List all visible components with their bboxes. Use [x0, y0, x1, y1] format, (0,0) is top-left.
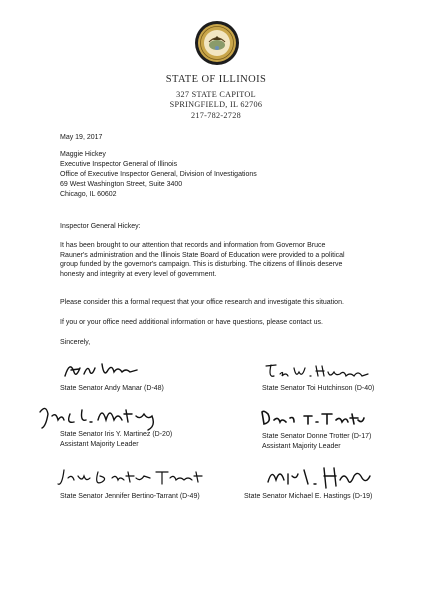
signer-hutchinson-name: State Senator Toi Hutchinson (D-40)	[262, 385, 375, 392]
letterhead-phone: 217-782-2728	[191, 111, 241, 120]
salutation: Inspector General Hickey:	[60, 223, 141, 230]
letterhead-city: SPRINGFIELD, IL 62706	[169, 100, 263, 109]
signer-martinez-role: Assistant Majority Leader	[60, 441, 139, 448]
paragraph-line: honesty and integrity at every level of government.	[60, 270, 217, 278]
signer-trotter-name: State Senator Donne Trotter (D-17)	[262, 433, 372, 440]
body-paragraph-1	[60, 241, 380, 279]
recipient-street: 69 West Washington Street, Suite 3400	[60, 181, 183, 188]
paragraph-line: Rauner's administration and the Illinois State Board of Education were provided to a political	[60, 251, 345, 259]
signer-manar-name: State Senator Andy Manar (D-48)	[60, 385, 164, 392]
body-paragraph-3: If you or your office need additional information or have questions, please contact us.	[60, 319, 323, 326]
body-paragraph-2: Please consider this a formal request that your office research and investigate this situation.	[60, 299, 344, 306]
signature-trotter	[258, 406, 366, 430]
signer-trotter-role: Assistant Majority Leader	[262, 443, 341, 450]
recipient-title: Executive Inspector General of Illinois	[60, 161, 178, 168]
paragraph-line: group funded by the governor's campaign. This is disturbing. The citizens of Illinois deserve	[60, 261, 343, 269]
paragraph-line: It has been brought to our attention that records and information from Governor Bruce	[60, 242, 326, 249]
signer-bertino-tarrant-name: State Senator Jennifer Bertino-Tarrant (D-49)	[60, 493, 200, 500]
recipient-city: Chicago, IL 60602	[60, 191, 117, 198]
signature-hastings	[264, 462, 374, 492]
signer-hastings-name: State Senator Michael E. Hastings (D-19)	[244, 493, 373, 500]
recipient-name: Maggie Hickey	[60, 151, 106, 158]
recipient-address	[60, 150, 390, 200]
letterhead-street: 327 STATE CAPITOL	[176, 90, 256, 99]
signer-martinez-name: State Senator Iris Y. Martinez (D-20)	[60, 431, 173, 438]
letter-date: May 19, 2017	[60, 134, 103, 141]
closing: Sincerely,	[60, 339, 91, 346]
letterhead-state: STATE OF ILLINOIS	[165, 74, 267, 85]
recipient-office: Office of Executive Inspector General, Division of Investigations	[60, 171, 257, 178]
signature-manar	[62, 356, 142, 382]
state-seal-icon	[194, 20, 240, 66]
signature-hutchinson	[262, 360, 372, 384]
signature-bertino-tarrant	[56, 464, 206, 492]
